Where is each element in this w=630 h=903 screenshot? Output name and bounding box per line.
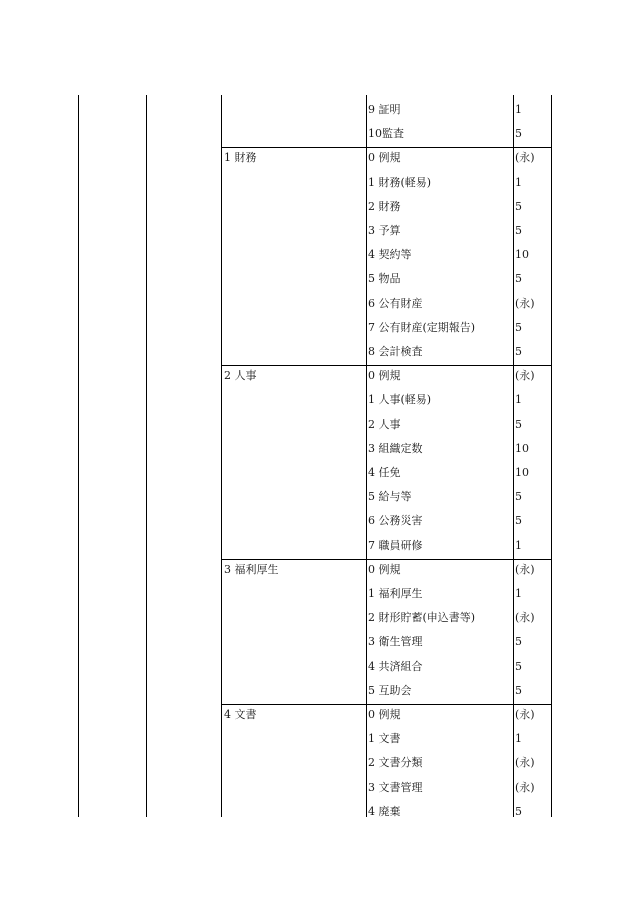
record-item: 4 共済組合 — [368, 659, 423, 673]
group-separator — [221, 704, 551, 705]
retention-period: 5 — [515, 804, 522, 818]
retention-period: 1 — [515, 175, 522, 189]
retention-period: 5 — [515, 345, 522, 358]
record-item: 1 文書 — [368, 732, 401, 746]
retention-period: 1 — [515, 538, 522, 552]
record-item: 6 公有財産 — [368, 296, 423, 310]
record-item: 7 公有財産(定期報告) — [368, 320, 476, 334]
record-item: 2 財形貯蓄(申込書等) — [368, 611, 476, 625]
retention-period: 5 — [515, 199, 522, 213]
record-item: 0 例規 — [368, 369, 401, 383]
retention-period: (永) — [515, 780, 535, 794]
retention-period: 5 — [515, 514, 522, 528]
record-item: 1 人事(軽易) — [368, 393, 432, 407]
retention-period: 5 — [515, 659, 522, 673]
record-item: 9 証明 — [368, 103, 401, 116]
retention-period: 5 — [515, 272, 522, 286]
retention-period: (永) — [515, 296, 535, 310]
retention-period: 1 — [515, 103, 522, 116]
group-separator — [221, 365, 551, 366]
retention-period: 5 — [515, 635, 522, 649]
column-border — [221, 95, 222, 817]
group-separator — [221, 559, 551, 560]
record-item: 1 福利厚生 — [368, 587, 423, 600]
column-border — [146, 95, 147, 817]
record-item: 3 予算 — [368, 224, 401, 237]
retention-period: (永) — [515, 562, 535, 576]
record-item: 4 任免 — [368, 466, 401, 479]
retention-period: 1 — [515, 393, 522, 407]
record-item: 6 公務災害 — [368, 514, 423, 528]
record-item: 3 組織定数 — [368, 441, 423, 455]
column-border — [78, 95, 79, 817]
record-item: 0 例規 — [368, 708, 401, 721]
record-item: 5 互助会 — [368, 683, 412, 697]
group-heading: 2 人事 — [224, 369, 257, 383]
group-heading: 4 文書 — [224, 708, 257, 721]
record-item: 7 職員研修 — [368, 538, 423, 552]
group-separator — [221, 147, 551, 148]
record-item: 3 衛生管理 — [368, 635, 423, 649]
column-border — [551, 95, 552, 817]
record-item: 5 物品 — [368, 272, 401, 286]
retention-period: 1 — [515, 732, 522, 746]
column-border — [513, 95, 514, 817]
record-item: 2 財務 — [368, 199, 401, 213]
retention-period: (永) — [515, 756, 535, 770]
record-item: 0 例規 — [368, 151, 401, 165]
retention-period: 5 — [515, 490, 522, 504]
retention-period: 10 — [515, 441, 529, 455]
record-item: 2 文書分類 — [368, 756, 423, 770]
record-item: 8 会計検査 — [368, 345, 423, 358]
record-item: 1 財務(軽易) — [368, 175, 432, 189]
group-heading: 1 財務 — [224, 151, 257, 165]
record-item: 10監査 — [368, 127, 404, 141]
retention-period: (永) — [515, 611, 535, 625]
retention-period: 5 — [515, 320, 522, 334]
retention-period: (永) — [515, 151, 535, 165]
retention-period: 5 — [515, 417, 522, 431]
column-border — [366, 95, 367, 817]
record-item: 3 文書管理 — [368, 780, 423, 794]
retention-period: (永) — [515, 708, 535, 721]
retention-period: 1 — [515, 587, 522, 600]
retention-period: 5 — [515, 224, 522, 237]
record-item: 2 人事 — [368, 417, 401, 431]
retention-period: 5 — [515, 127, 522, 141]
record-item: 4 廃棄 — [368, 804, 401, 818]
record-item: 0 例規 — [368, 562, 401, 576]
retention-period: 10 — [515, 248, 529, 262]
record-item: 4 契約等 — [368, 248, 412, 262]
group-heading: 3 福利厚生 — [224, 562, 279, 576]
retention-period: (永) — [515, 369, 535, 383]
retention-period: 10 — [515, 466, 529, 479]
retention-period: 5 — [515, 683, 522, 697]
record-item: 5 給与等 — [368, 490, 412, 504]
